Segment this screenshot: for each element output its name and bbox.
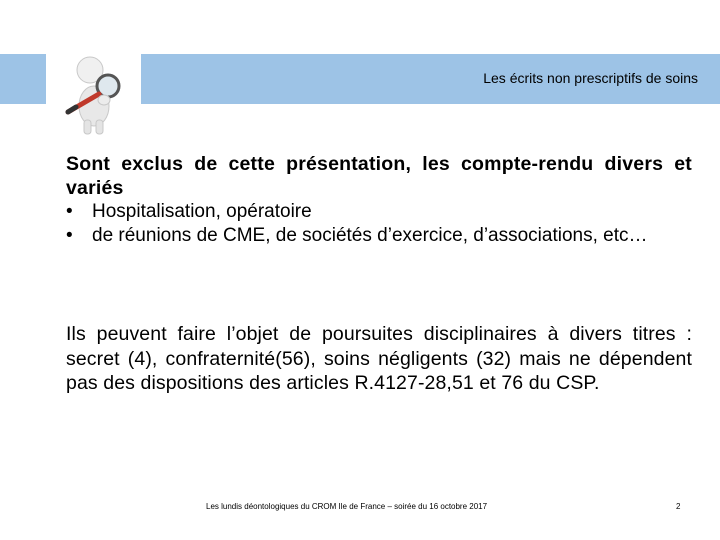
intro-text: Sont exclus de cette présentation, les compte-rendu divers et variés bbox=[66, 153, 692, 199]
list-item-text: Hospitalisation, opératoire bbox=[92, 201, 312, 222]
list-item bbox=[66, 200, 692, 224]
bullet-list bbox=[66, 200, 692, 248]
bullet-icon: • bbox=[66, 225, 73, 246]
list-item-text: de réunions de CME, de sociétés d’exercice, d’associations, etc… bbox=[92, 225, 648, 246]
logo bbox=[46, 44, 141, 139]
bullet-icon: • bbox=[66, 201, 73, 222]
slide-title: Les écrits non prescriptifs de soins bbox=[483, 70, 698, 86]
footer-text: Les lundis déontologiques du CROM Ile de France – soirée du 16 octobre 2017 bbox=[206, 502, 488, 511]
page-number: 2 bbox=[676, 502, 681, 511]
magnifier-person-icon bbox=[46, 44, 141, 139]
list-item bbox=[66, 224, 692, 248]
main-content bbox=[66, 152, 692, 248]
body-paragraph: Ils peuvent faire l’objet de poursuites disciplinaires à divers titres : secret (4), confraternité(56), soins négligents (32) mais ne dépendent pas des dispositions des articles R.4127-28,51 et 76 du CSP. bbox=[66, 323, 692, 394]
